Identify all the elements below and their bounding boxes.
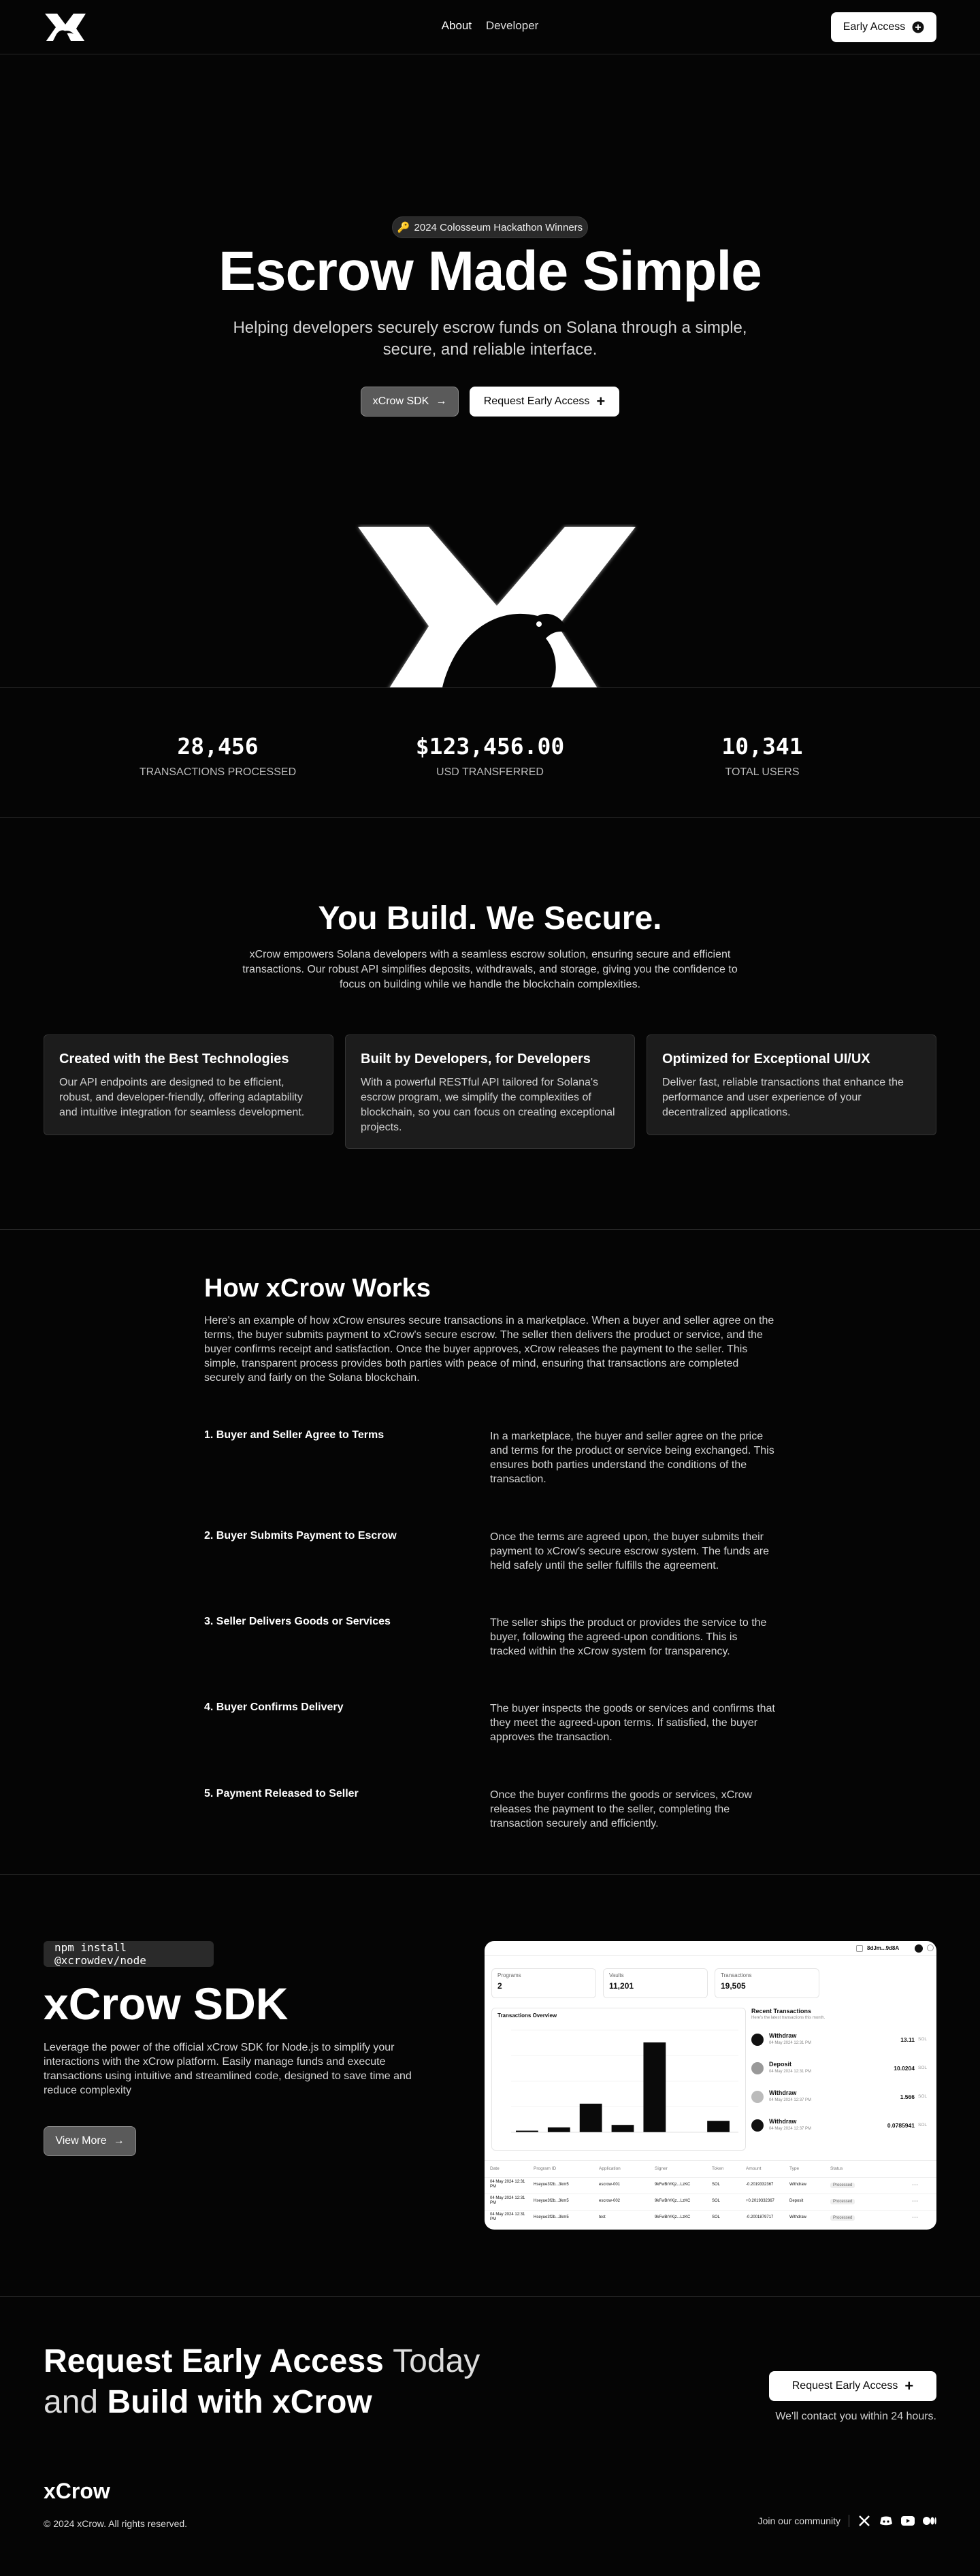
stat-value: 28,456 (177, 733, 259, 760)
kpi-vaults (603, 1968, 708, 1998)
hero-title: Escrow Made Simple (218, 240, 762, 302)
npm-install-text: npm install @xcrowdev/node (54, 1941, 146, 1967)
recent-transactions-panel (751, 2008, 930, 2151)
hero-subtitle: Helping developers securely escrow funds on Solana through a simple, secure, and reliable interface. (233, 319, 747, 359)
section-divider (0, 2296, 980, 2297)
transaction-unit: SOL (917, 2123, 927, 2127)
list-item[interactable] (751, 2115, 930, 2138)
transaction-avatar (751, 2119, 764, 2132)
transaction-date: 04 May 2024 12:37 PM (769, 2098, 812, 2102)
top-nav (0, 0, 980, 54)
table-cell: 04 May 2024 12:31 PM (490, 2196, 525, 2205)
chart-bar (548, 2127, 570, 2132)
cta-note: We'll contact you within 24 hours. (775, 2411, 936, 2422)
discord-icon[interactable] (879, 2514, 893, 2528)
step-title: 4. Buyer Confirms Delivery (204, 1701, 344, 1713)
table-header (485, 2166, 936, 2174)
cta-line1-bold: Request Early Access (44, 2343, 384, 2379)
list-item[interactable] (751, 2087, 930, 2110)
arrow-right-icon: → (436, 395, 447, 407)
transaction-avatar (751, 2062, 764, 2074)
list-item[interactable] (751, 2029, 930, 2053)
sdk-subtitle: Leverage the power of the official xCrow SDK for Node.js to simplify your interactions with the xCrow platform. Easily manage funds and execute transactions using intuitive and streamlined code, designed to save time and reduce complexity (44, 2042, 412, 2096)
step-text: Once the terms are agreed upon, the buyer submits their payment to xCrow's secure escrow system. The funds are held safely until the seller fulfills the agreement. (490, 1531, 770, 1571)
step-text: Once the buyer confirms the goods or services, xCrow releases the payment to the seller, completing the transaction securely and efficiently. (490, 1789, 753, 1829)
stat-label: TOTAL USERS (725, 766, 800, 778)
stat-label: USD TRANSFERRED (436, 766, 544, 778)
step-title: 3. Seller Delivers Goods or Services (204, 1616, 391, 1627)
transactions-overview-panel (491, 2008, 746, 2151)
table-cell: Hseyue3f2b...3km5 (534, 2215, 569, 2219)
table-header-cell: Date (490, 2166, 500, 2171)
transaction-amount: 13.11 (900, 2036, 915, 2043)
transaction-unit: SOL (917, 2037, 927, 2042)
transaction-amount: 0.0785941 (887, 2122, 915, 2129)
build-title: You Build. We Secure. (318, 900, 662, 936)
npm-install-command[interactable] (44, 1941, 214, 1967)
table-cell: SOL (712, 2183, 721, 2187)
step-text: The seller ships the product or provides the service to the buyer, following the agreed-upon conditions. This is tracked within the xCrow system for transparency. (490, 1617, 767, 1657)
transaction-avatar (751, 2034, 764, 2046)
stat-users (626, 733, 898, 779)
transaction-date: 04 May 2024 12:31 PM (769, 2070, 812, 2074)
settings-icon (927, 1944, 934, 1951)
transactions-table (485, 2160, 936, 2230)
chart-title: Transactions Overview (497, 2012, 557, 2019)
build-subtitle: xCrow empowers Solana developers with a seamless escrow solution, ensuring secure and efficient transactions. Our robust API simplifies deposits, withdrawals, and storage, giving you the confidence to focus on building while we handle the blockchain complexities. (242, 949, 738, 990)
table-header-cell: Token (712, 2166, 724, 2171)
xcrow-sdk-label: xCrow SDK (372, 395, 429, 407)
kpi-label: Transactions (721, 1972, 752, 1978)
table-cell: Processed (830, 2199, 855, 2204)
list-item[interactable] (751, 2058, 930, 2081)
feature-card-title: Created with the Best Technologies (59, 1051, 289, 1066)
kpi-value: 19,505 (721, 1981, 746, 1991)
plus-circle-icon (912, 21, 924, 33)
stats-section (0, 687, 980, 818)
table-cell: test (599, 2215, 606, 2219)
transaction-date: 04 May 2024 12:37 PM (769, 2127, 812, 2131)
youtube-icon[interactable] (901, 2514, 915, 2528)
view-more-button[interactable] (44, 2126, 136, 2156)
feature-card-uiux (647, 1034, 936, 1135)
kpi-transactions (715, 1968, 819, 1998)
table-cell: 9kFwBrVKjz...LzKC (655, 2199, 691, 2203)
table-header-cell: Program ID (534, 2166, 557, 2171)
hero-crow-logo (354, 524, 640, 687)
sdk-title: xCrow SDK (44, 1978, 289, 2029)
feature-card-text: With a powerful RESTful API tailored for Solana's escrow program, we simplify the complexities of blockchain, so you can focus on creating exceptional projects. (361, 1077, 615, 1133)
transaction-unit: SOL (917, 2066, 927, 2070)
stat-transactions (82, 733, 354, 779)
feature-card-text: Deliver fast, reliable transactions that enhance the performance and user experience of your decentralized applications. (662, 1077, 904, 1118)
feature-card-tech (44, 1034, 333, 1135)
request-early-access-label: Request Early Access (483, 395, 590, 407)
transaction-type: Withdraw (769, 2089, 797, 2096)
hero-buttons (0, 387, 980, 417)
stat-label: TRANSACTIONS PROCESSED (139, 766, 297, 778)
early-access-label: Early Access (843, 21, 906, 33)
cta-request-early-access-button[interactable] (769, 2371, 936, 2401)
table-header-cell: Type (789, 2166, 800, 2171)
step-title: 5. Payment Released to Seller (204, 1788, 359, 1799)
chart-bar (643, 2042, 666, 2132)
avatar (915, 1944, 923, 1953)
transaction-avatar (751, 2091, 764, 2103)
arrow-right-icon: → (113, 2135, 125, 2147)
stat-value: 10,341 (721, 733, 803, 760)
nav-link-about[interactable]: About (441, 19, 472, 32)
stat-usd (354, 733, 626, 779)
table-cell: Hseyue3f2b...3km5 (534, 2199, 569, 2203)
table-cell: 9kFwBrVKjz...LzKC (655, 2215, 691, 2219)
table-header-cell: Application (599, 2166, 621, 2171)
table-cell: Processed (830, 2183, 855, 2188)
nav-link-developer[interactable]: Developer (485, 19, 539, 32)
table-cell: -0.2019332367 (746, 2183, 774, 2187)
how-title: How xCrow Works (204, 1274, 431, 1303)
table-cell: 04 May 2024 12:31 PM (490, 2213, 525, 2221)
table-row[interactable] (485, 2210, 936, 2225)
feature-card-developers (345, 1034, 635, 1149)
table-cell: 9kFwBrVKjz...LzKC (655, 2183, 691, 2187)
table-cell: 04 May 2024 12:31 PM (490, 2180, 525, 2189)
table-cell: escrow-001 (599, 2183, 621, 2187)
transaction-amount: 10.0204 (894, 2065, 915, 2072)
transaction-type: Withdraw (769, 2118, 797, 2125)
dashboard-topbar (485, 1941, 936, 1956)
step-text: The buyer inspects the goods or services and confirms that they meet the agreed-upon terms. If satisfied, the buyer approves the transaction. (490, 1703, 775, 1743)
step-text: In a marketplace, the buyer and seller agree on the price and terms for the product or service being exchanged. This ensures both parties understand the conditions of the transaction. (490, 1431, 774, 1485)
table-cell: +0.2019332367 (746, 2199, 774, 2203)
stat-value: $123,456.00 (415, 733, 565, 760)
kpi-value: 2 (497, 1981, 502, 1991)
footer-community (758, 2514, 936, 2528)
wallet-icon (856, 1945, 863, 1952)
footer-copyright: © 2024 xCrow. All rights reserved. (44, 2518, 188, 2529)
table-cell: SOL (712, 2199, 721, 2203)
feature-card-title: Built by Developers, for Developers (361, 1051, 591, 1066)
table-cell: Hseyue3f2b...3km5 (534, 2183, 569, 2187)
table-cell: Deposit (789, 2199, 804, 2203)
transaction-type: Withdraw (769, 2032, 797, 2039)
kpi-label: Vaults (609, 1972, 624, 1978)
cta-button-label: Request Early Access (791, 2380, 898, 2392)
view-more-label: View More (55, 2135, 107, 2147)
chart-bar (516, 2131, 538, 2132)
dashboard-preview (485, 1941, 936, 2230)
medium-icon[interactable] (923, 2514, 936, 2528)
transaction-type: Deposit (769, 2061, 792, 2068)
chart-bar (580, 2104, 602, 2132)
table-cell: SOL (712, 2215, 721, 2219)
table-row[interactable] (485, 2177, 936, 2192)
cta-title (44, 2341, 480, 2423)
kpi-programs (491, 1968, 596, 1998)
row-more-icon[interactable]: ⋯ (912, 2198, 918, 2204)
kpi-value: 11,201 (609, 1981, 634, 1991)
trophy-icon: 🔑 (397, 222, 410, 233)
table-header-cell: Signer (655, 2166, 668, 2171)
transactions-bar-chart (496, 2023, 741, 2146)
footer-brand: xCrow (44, 2479, 110, 2503)
crow-logo-icon (354, 524, 640, 687)
hackathon-badge (392, 216, 588, 238)
hackathon-badge-label: 2024 Colosseum Hackathon Winners (414, 221, 583, 233)
row-more-icon[interactable]: ⋯ (912, 2181, 918, 2188)
table-cell: -0.2001879717 (746, 2215, 774, 2219)
transaction-date: 04 May 2024 12:31 PM (769, 2041, 812, 2045)
table-cell: Withdraw (789, 2183, 807, 2187)
x-twitter-icon[interactable] (858, 2514, 871, 2528)
early-access-button[interactable] (831, 12, 936, 42)
cta-line1-light: Today (393, 2343, 480, 2379)
table-cell: Withdraw (789, 2215, 807, 2219)
step-title: 2. Buyer Submits Payment to Escrow (204, 1530, 397, 1542)
transaction-amount: 1.566 (900, 2093, 915, 2100)
table-header-cell: Amount (746, 2166, 762, 2171)
user-address: 8dJm...9d8A (867, 1945, 900, 1951)
how-intro: Here's an example of how xCrow ensures secure transactions in a marketplace. When a buyer and seller agree on the terms, the buyer submits payment to xCrow's secure escrow. The seller then delivers the product or service, and the buyer confirms receipt and satisfaction. Once the buyer approves, xCrow releases the payment to the seller. This simple, transparent process provides both parties with peace of mind, ensuring that transactions are completed securely and fairly on the Solana blockchain. (204, 1315, 774, 1384)
section-divider (0, 1874, 980, 1875)
table-cell: Processed (830, 2215, 855, 2221)
table-header-cell: Status (830, 2166, 843, 2171)
table-row[interactable] (485, 2194, 936, 2208)
plus-icon: + (596, 393, 606, 410)
request-early-access-button[interactable] (470, 387, 619, 417)
transaction-unit: SOL (917, 2094, 927, 2099)
plus-icon: + (904, 2377, 914, 2394)
feature-card-text: Our API endpoints are designed to be efficient, robust, and developer-friendly, offering adaptability and intuitive integration for seamless development. (59, 1077, 305, 1118)
kpi-label: Programs (497, 1972, 521, 1978)
cta-line2-light: and (44, 2384, 99, 2420)
chart-bar (707, 2121, 730, 2132)
recent-title: Recent Transactions (751, 2008, 812, 2015)
cta-line2-bold: Build with xCrow (107, 2384, 372, 2420)
chart-bar (612, 2125, 634, 2132)
feature-card-title: Optimized for Exceptional UI/UX (662, 1051, 870, 1066)
row-more-icon[interactable]: ⋯ (912, 2214, 918, 2221)
xcrow-sdk-button[interactable] (361, 387, 459, 417)
step-title: 1. Buyer and Seller Agree to Terms (204, 1429, 385, 1441)
section-divider (0, 1229, 980, 1230)
recent-subtitle: Here's the latest transactions this month. (751, 2016, 826, 2020)
table-cell: escrow-002 (599, 2199, 621, 2203)
community-label: Join our community (757, 2515, 840, 2526)
